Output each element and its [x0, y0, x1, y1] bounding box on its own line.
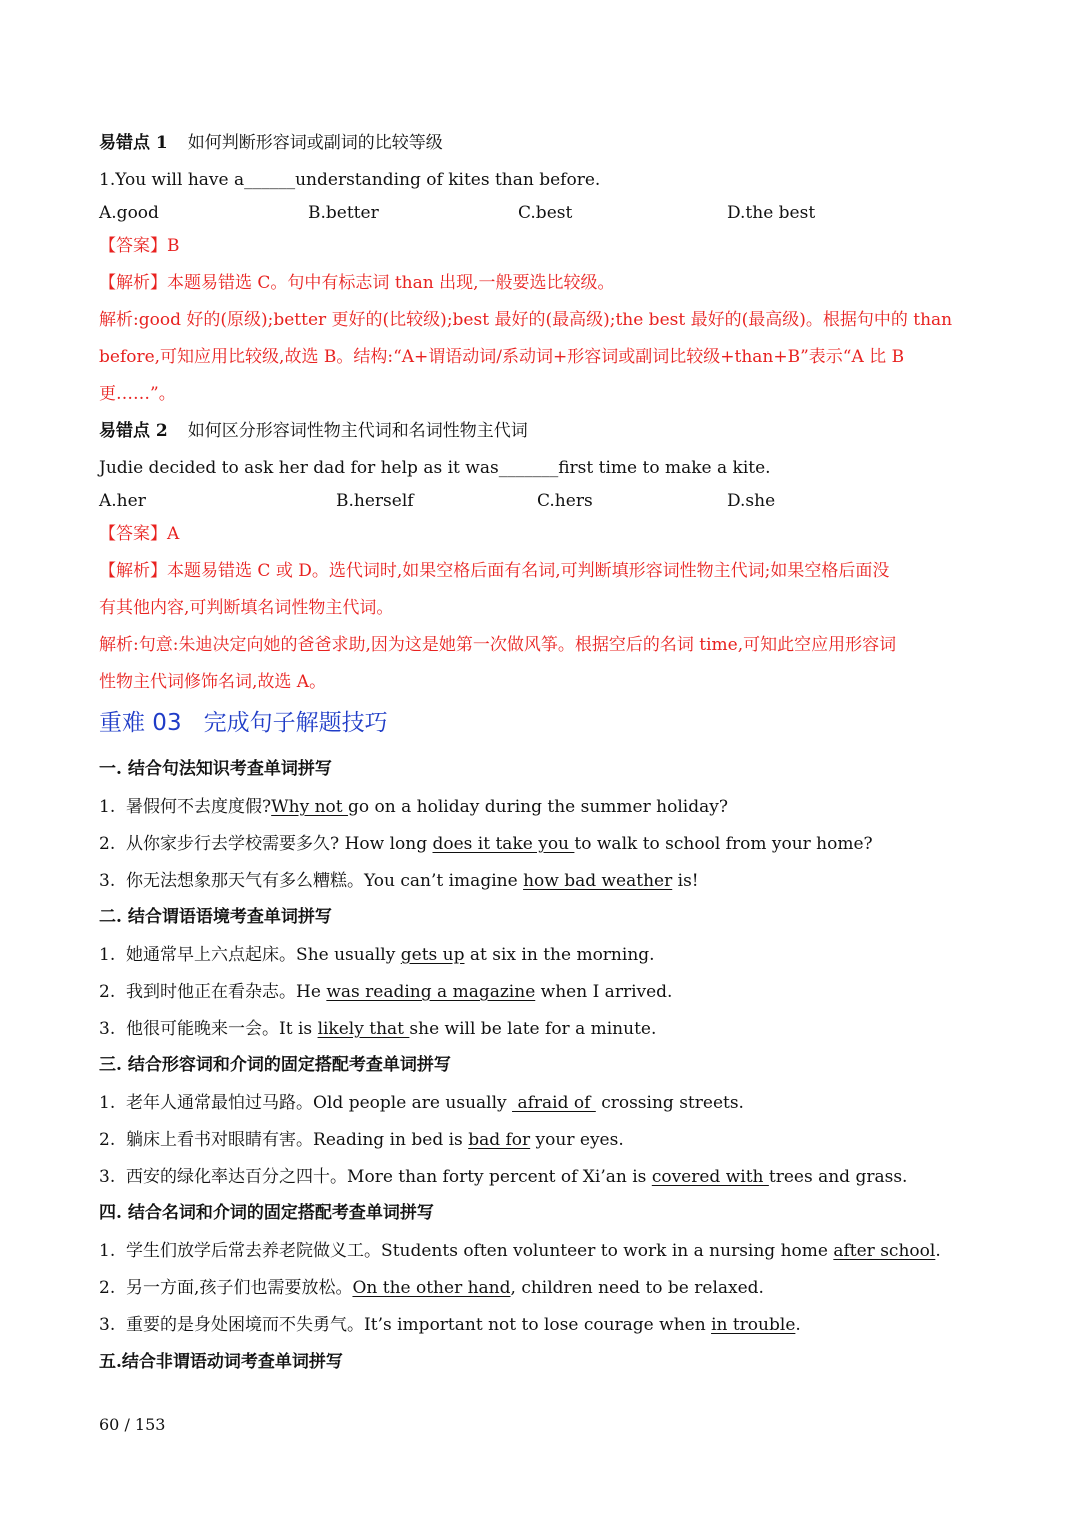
point2-option-b: B.herself: [336, 491, 414, 511]
sentence-item: [99, 1129, 624, 1151]
point2-heading: [99, 420, 528, 442]
item-rest: trees and grass.: [768, 1167, 908, 1187]
item-rest: .: [795, 1315, 801, 1335]
item-answer: Why not: [271, 797, 349, 817]
item-answer: likely that: [317, 1019, 410, 1039]
item-number: 3.: [99, 1019, 116, 1039]
point1-analysis-line: 【解析】本题易错选 C。句中有标志词 than 出现,一般要选比较级。: [99, 273, 615, 293]
item-rest: she will be late for a minute.: [409, 1019, 657, 1039]
question-blank: _______: [498, 458, 559, 478]
item-rest: to walk to school from your home?: [574, 834, 873, 854]
item-prompt: 学生们放学后常去养老院做义工。Students often volunteer to work in a nursing home: [126, 1241, 834, 1261]
item-prompt: 她通常早上六点起床。She usually: [126, 945, 401, 965]
point2-label: 易错点 2: [99, 421, 168, 441]
item-answer: afraid of: [512, 1093, 596, 1113]
item-number: 2.: [99, 1278, 116, 1298]
point1-analysis-line: 解析:good 好的(原级);better 更好的(比较级);best 最好的(最高级);the best 最好的(最高级)。根据句中的 than: [99, 310, 953, 330]
point1-analysis-line: before,可知应用比较级,故选 B。结构:“A+谓语动词/系动词+形容词或副词比较级+than+B”表示“A 比 B: [99, 347, 905, 367]
sentence-item: [99, 1314, 801, 1336]
section-title: 完成句子解题技巧: [203, 710, 388, 736]
sentence-item: [99, 981, 672, 1003]
item-answer: was reading a magazine: [326, 982, 536, 1002]
item-number: 1.: [99, 945, 116, 965]
item-prompt: 我到时他正在看杂志。He: [126, 982, 327, 1002]
item-rest: your eyes.: [530, 1130, 624, 1150]
section-prefix: 重难 03: [99, 710, 182, 736]
sentence-item: [99, 1277, 764, 1299]
point1-title: 如何判断形容词或副词的比较等级: [187, 133, 443, 153]
point1-option-b: B.better: [308, 203, 379, 223]
item-rest: crossing streets.: [595, 1093, 744, 1113]
section-heading: [99, 707, 388, 739]
point1-answer: 【答案】B: [99, 236, 180, 256]
item-prompt: 重要的是身处困境而不失勇气。It’s important not to lose courage when: [126, 1315, 712, 1335]
question-blank: ______: [244, 170, 296, 190]
item-answer: bad for: [468, 1130, 531, 1150]
sentence-item: [99, 1240, 941, 1262]
item-number: 1.: [99, 1093, 116, 1113]
item-number: 1.: [99, 797, 116, 817]
point2-option-a: A.her: [99, 491, 146, 511]
point2-analysis-line: 解析:句意:朱迪决定向她的爸爸求助,因为这是她第一次做风筝。根据空后的名词 time,可知此空应用形容词: [99, 635, 897, 655]
point2-title: 如何区分形容词性物主代词和名词性物主代词: [187, 421, 528, 441]
item-number: 2.: [99, 834, 116, 854]
item-answer: does it take you: [432, 834, 575, 854]
item-prompt: 躺床上看书对眼睛有害。Reading in bed is: [126, 1130, 469, 1150]
item-number: 3.: [99, 1315, 116, 1335]
item-rest: go on a holiday during the summer holiday?: [348, 797, 728, 817]
point1-option-a: A.good: [99, 203, 159, 223]
item-answer: after school: [833, 1241, 936, 1261]
question-text: 1.You will have a: [99, 170, 245, 190]
item-prompt: 从你家步行去学校需要多久? How long: [126, 834, 433, 854]
group-heading: 四. 结合名词和介词的固定搭配考查单词拼写: [99, 1203, 434, 1223]
item-answer: covered with: [651, 1167, 769, 1187]
question-text: Judie decided to ask her dad for help as it was: [99, 458, 499, 478]
item-rest: at six in the morning.: [464, 945, 655, 965]
point1-analysis-line: 更……”。: [99, 384, 176, 404]
point1-heading: [99, 132, 443, 154]
item-prompt: 西安的绿化率达百分之四十。More than forty percent of Xi’an is: [126, 1167, 652, 1187]
item-prompt: 暑假何不去度度假?: [126, 797, 272, 817]
sentence-item: [99, 796, 728, 818]
item-answer: On the other hand: [352, 1278, 511, 1298]
item-answer: gets up: [400, 945, 465, 965]
item-answer: how bad weather: [523, 871, 673, 891]
item-prompt: 他很可能晚来一会。It is: [126, 1019, 318, 1039]
item-rest: .: [935, 1241, 941, 1261]
group-heading: 一. 结合句法知识考查单词拼写: [99, 759, 332, 779]
point1-label: 易错点 1: [99, 133, 168, 153]
item-prompt: 你无法想象那天气有多么糟糕。You can’t imagine: [126, 871, 524, 891]
sentence-item: [99, 944, 655, 966]
sentence-item: [99, 833, 873, 855]
item-prompt: 老年人通常最怕过马路。Old people are usually: [126, 1093, 513, 1113]
point2-answer: 【答案】A: [99, 524, 180, 544]
point1-option-c: C.best: [518, 203, 573, 223]
group-heading: 五.结合非谓语动词考查单词拼写: [99, 1352, 343, 1372]
item-number: 3.: [99, 1167, 116, 1187]
item-rest: when I arrived.: [535, 982, 673, 1002]
group-heading: 二. 结合谓语语境考查单词拼写: [99, 907, 332, 927]
item-number: 2.: [99, 982, 116, 1002]
point2-analysis-line: 性物主代词修饰名词,故选 A。: [99, 672, 327, 692]
sentence-item: [99, 1166, 907, 1188]
question-text: first time to make a kite.: [558, 458, 771, 478]
point2-analysis-line: 有其他内容,可判断填名词性物主代词。: [99, 598, 394, 618]
point2-question: [99, 457, 771, 479]
item-number: 3.: [99, 871, 116, 891]
item-rest: , children need to be relaxed.: [510, 1278, 764, 1298]
item-answer: in trouble: [711, 1315, 796, 1335]
item-rest: is!: [672, 871, 699, 891]
group-heading: 三. 结合形容词和介词的固定搭配考查单词拼写: [99, 1055, 451, 1075]
item-number: 2.: [99, 1130, 116, 1150]
point1-question: [99, 169, 600, 191]
point2-analysis-line: 【解析】本题易错选 C 或 D。选代词时,如果空格后面有名词,可判断填形容词性物主代词;如果空格后面没: [99, 561, 890, 581]
point1-option-d: D.the best: [727, 203, 816, 223]
item-prompt: 另一方面,孩子们也需要放松。: [126, 1278, 353, 1298]
sentence-item: [99, 1018, 656, 1040]
item-number: 1.: [99, 1241, 116, 1261]
point2-option-c: C.hers: [537, 491, 593, 511]
page-number: 60 / 153: [99, 1415, 166, 1434]
sentence-item: [99, 870, 699, 892]
point2-option-d: D.she: [727, 491, 776, 511]
sentence-item: [99, 1092, 744, 1114]
question-text: understanding of kites than before.: [295, 170, 601, 190]
